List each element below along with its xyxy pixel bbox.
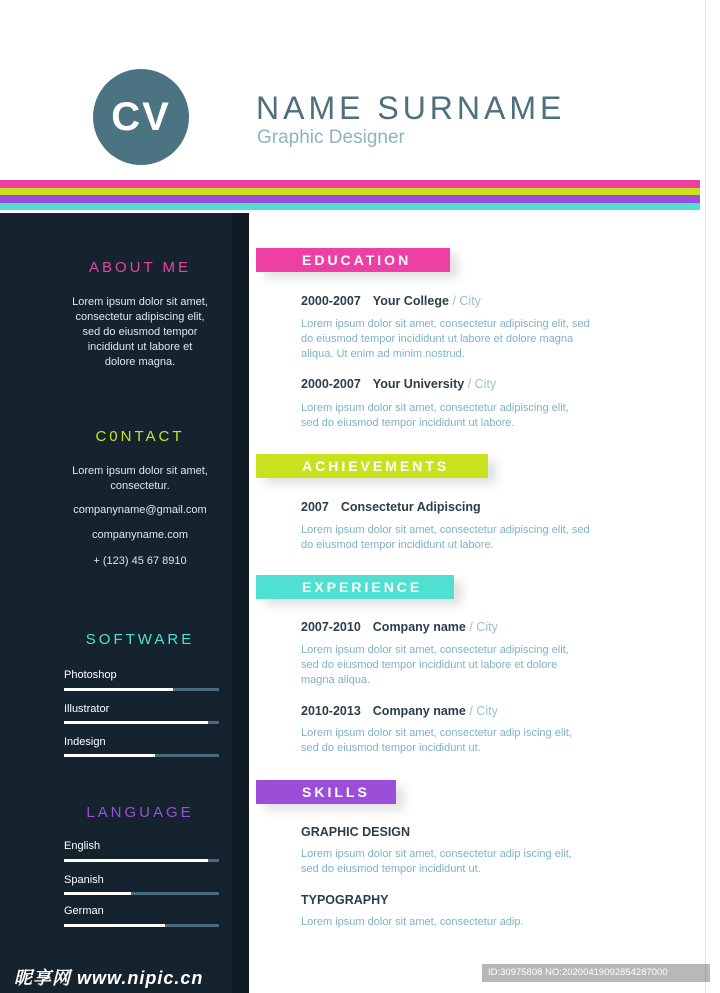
contact-email[interactable]: companyname@gmail.com [73,504,207,516]
achievements-heading: ACHIEVEMENTS [256,454,488,478]
education-entry-text [301,317,621,362]
text-line: do eiusmod tempor incididunt ut labore et dolore magna [301,333,574,345]
entry-name: Company name [372,620,466,634]
text-line: Lorem ipsum dolor sit amet, consectetur adipiscing elit, [301,402,569,414]
stripe-magenta [0,180,700,188]
entry-city: / City [452,294,481,308]
entry-years: 2007 [301,500,329,514]
bar-fill [64,721,208,724]
entry-name: Consectetur Adipiscing [340,500,481,514]
about-text [0,295,280,370]
about-line: Lorem ipsum dolor sit amet, [72,296,208,308]
about-line: sed do eiusmod tempor [82,326,198,338]
text-line: Lorem ipsum dolor sit amet, consectetur adip iscing elit, [301,848,572,860]
entry-city: / City [467,377,497,391]
education-entry-head [301,377,496,391]
experience-entry-head [301,704,498,718]
experience-heading: EXPERIENCE [256,575,454,599]
contact-line: Lorem ipsum dolor sit amet, [72,465,208,477]
education-heading: EDUCATION [256,248,450,272]
software-label-illustrator: Illustrator [64,703,110,715]
language-label-german: German [64,905,104,917]
contact-line: consectetur. [110,480,170,492]
about-line: consectetur adipiscing elit, [75,311,205,323]
entry-name: Your University [372,377,465,391]
text-line: sed do eiusmod tempor incididunt ut labore. [301,417,515,429]
experience-entry-text [301,643,621,688]
text-line: Lorem ipsum dolor sit amet, consectetur adipiscing elit, sed [301,318,590,330]
contact-title: C0NTACT [95,428,185,445]
text-line: sed do eiusmod tempor incididunt ut. [301,863,481,875]
education-entry-head [301,294,481,308]
entry-name: Your College [372,294,449,308]
skill-entry-head: GRAPHIC DESIGN [301,825,411,839]
contact-website[interactable]: companyname.com [92,529,188,541]
entry-years: 2007-2010 [301,620,361,634]
bar-fill [64,892,131,895]
software-bar-photoshop [64,688,219,691]
color-stripes [0,180,700,210]
software-bar-illustrator [64,721,219,724]
bar-fill [64,924,165,927]
entry-name: Company name [372,704,466,718]
bar-fill [64,754,155,757]
bar-fill [64,859,208,862]
education-entry-text [301,401,621,431]
entry-city: / City [469,704,498,718]
bar-fill [64,688,173,691]
watermark-id: ID:30975808 NO:20200419092854287000 [482,964,710,982]
text-line: magna aliqua. [301,674,371,686]
language-label-english: English [64,840,101,852]
skill-entry-text [301,915,621,930]
entry-years: 2010-2013 [301,704,361,718]
skill-entry-text [301,847,621,877]
skills-heading: SKILLS [256,780,396,804]
stripe-lime [0,188,700,195]
full-name: NAME SURNAME [256,90,566,126]
contact-text [0,464,280,494]
resume-header [0,0,706,180]
language-bar-english [64,859,219,862]
stripe-purple [0,195,700,203]
about-title: ABOUT ME [88,259,192,276]
language-bar-german [64,924,219,927]
text-line: Lorem ipsum dolor sit amet, consectetur adipiscing elit, [301,644,569,656]
language-bar-spanish [64,892,219,895]
entry-years: 2000-2007 [301,377,361,391]
contact-phone: + (123) 45 67 8910 [93,555,187,567]
text-line: Lorem ipsum dolor sit amet, consectetur adip iscing elit, [301,727,572,739]
software-bar-indesign [64,754,219,757]
text-line: sed do eiusmod tempor incididunt ut. [301,742,481,754]
text-line: sed do eiusmod tempor incididunt ut labore et dolore [301,659,558,671]
stripe-cyan [0,203,700,210]
experience-entry-head [301,620,498,634]
software-title: SOFTWARE [85,631,195,648]
entry-city: / City [469,620,498,634]
text-line: Lorem ipsum dolor sit amet, consectetur adipiscing elit, sed [301,524,590,536]
skill-entry-head: TYPOGRAPHY [301,893,389,907]
about-line: dolore magna. [104,356,176,368]
text-line: aliqua. Ut enim ad minim nostrud. [301,348,465,360]
entry-years: 2000-2007 [301,294,361,308]
software-label-photoshop: Photoshop [64,669,117,681]
cv-monogram: CV [93,69,189,165]
software-label-indesign: Indesign [64,736,106,748]
job-title: Graphic Designer [257,127,405,148]
achievement-entry-text [301,523,621,553]
achievement-entry-head [301,500,481,514]
text-line: do eiusmod tempor incididunt ut labore. [301,539,494,551]
about-line: incididunt ut labore et [87,341,193,353]
text-line: Lorem ipsum dolor sit amet, consectetur adip. [301,916,524,928]
language-label-spanish: Spanish [64,874,104,886]
experience-entry-text [301,726,621,756]
language-title: LANGUAGE [86,804,194,821]
watermark-logo: 昵享网 www.nipic.cn [14,968,204,988]
